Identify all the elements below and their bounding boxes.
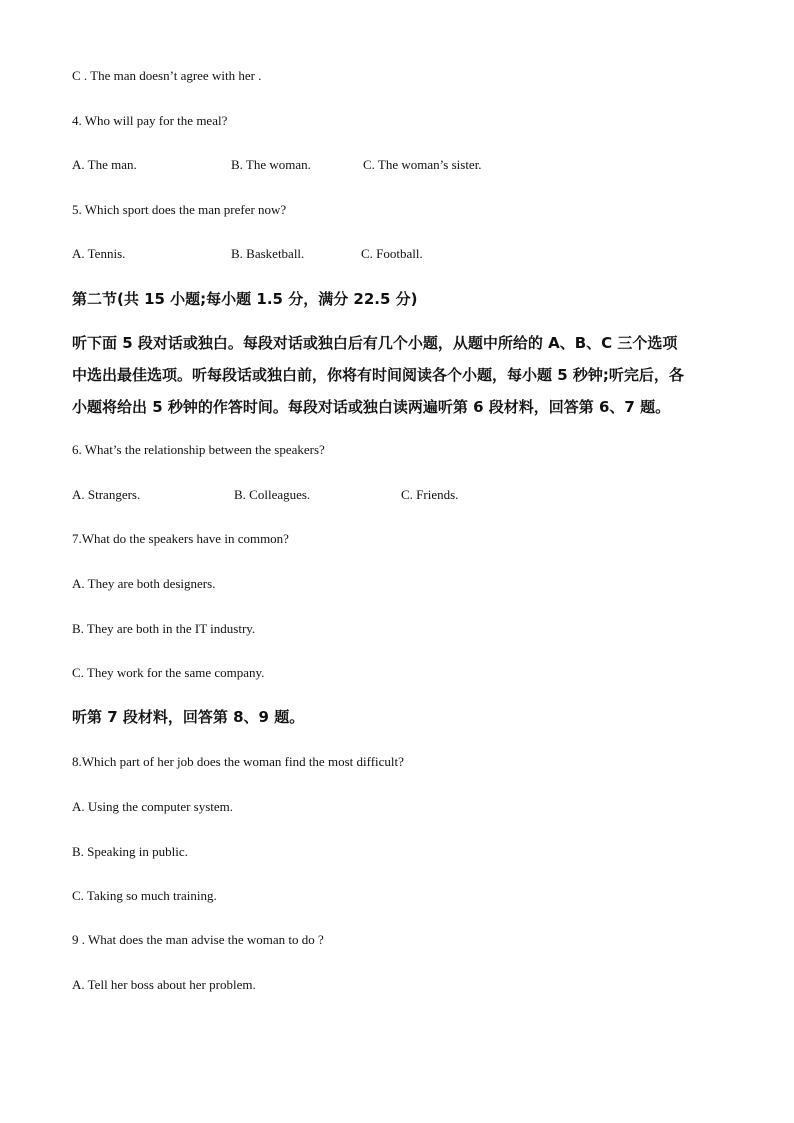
q7-option-b: B. They are both in the IT industry.: [72, 621, 256, 636]
q5-option-a: A. Tennis.: [72, 246, 126, 261]
q9-option-a: A. Tell her boss about her problem.: [72, 977, 256, 992]
section-heading: 第二节(共 15 小题;每小题 1.5 分，满分 22.5 分): [72, 290, 418, 308]
question-6: 6. What’s the relationship between the speakers?: [72, 442, 325, 457]
q5-option-b: B. Basketball.: [231, 246, 305, 261]
instruction-line-1: 听下面 5 段对话或独白。每段对话或独白后有几个小题，从题中所给的 A、B、C 三个选项: [72, 334, 678, 352]
q6-option-a: A. Strangers.: [72, 487, 141, 502]
q6-option-c: C. Friends.: [401, 487, 459, 502]
q8-option-c: C. Taking so much training.: [72, 888, 217, 903]
question-8: 8.Which part of her job does the woman find the most difficult?: [72, 754, 404, 769]
option-c-q3: C . The man doesn’t agree with her .: [72, 68, 262, 83]
q8-option-a: A. Using the computer system.: [72, 799, 234, 814]
instruction-line-3: 小题将给出 5 秒钟的作答时间。每段对话或独白读两遍听第 6 段材料，回答第 6、7 题。: [72, 398, 671, 416]
q4-option-a: A. The man.: [72, 157, 137, 172]
q6-option-b: B. Colleagues.: [234, 487, 311, 502]
question-4: 4. Who will pay for the meal?: [72, 113, 228, 128]
q5-option-c: C. Football.: [361, 246, 423, 261]
q7-option-c: C. They work for the same company.: [72, 665, 265, 680]
question-9: 9 . What does the man advise the woman to do ?: [72, 932, 324, 947]
question-7: 7.What do the speakers have in common?: [72, 531, 289, 546]
q7-option-a: A. They are both designers.: [72, 576, 216, 591]
instruction-line-2: 中选出最佳选项。听每段话或独白前，你将有时间阅读各个小题，每小题 5 秒钟;听完后，各: [72, 366, 684, 384]
question-5: 5. Which sport does the man prefer now?: [72, 202, 287, 217]
q4-option-b: B. The woman.: [231, 157, 311, 172]
material-7-heading: 听第 7 段材料，回答第 8、9 题。: [72, 708, 305, 726]
q8-option-b: B. Speaking in public.: [72, 844, 188, 859]
q4-option-c: C. The woman’s sister.: [363, 157, 482, 172]
